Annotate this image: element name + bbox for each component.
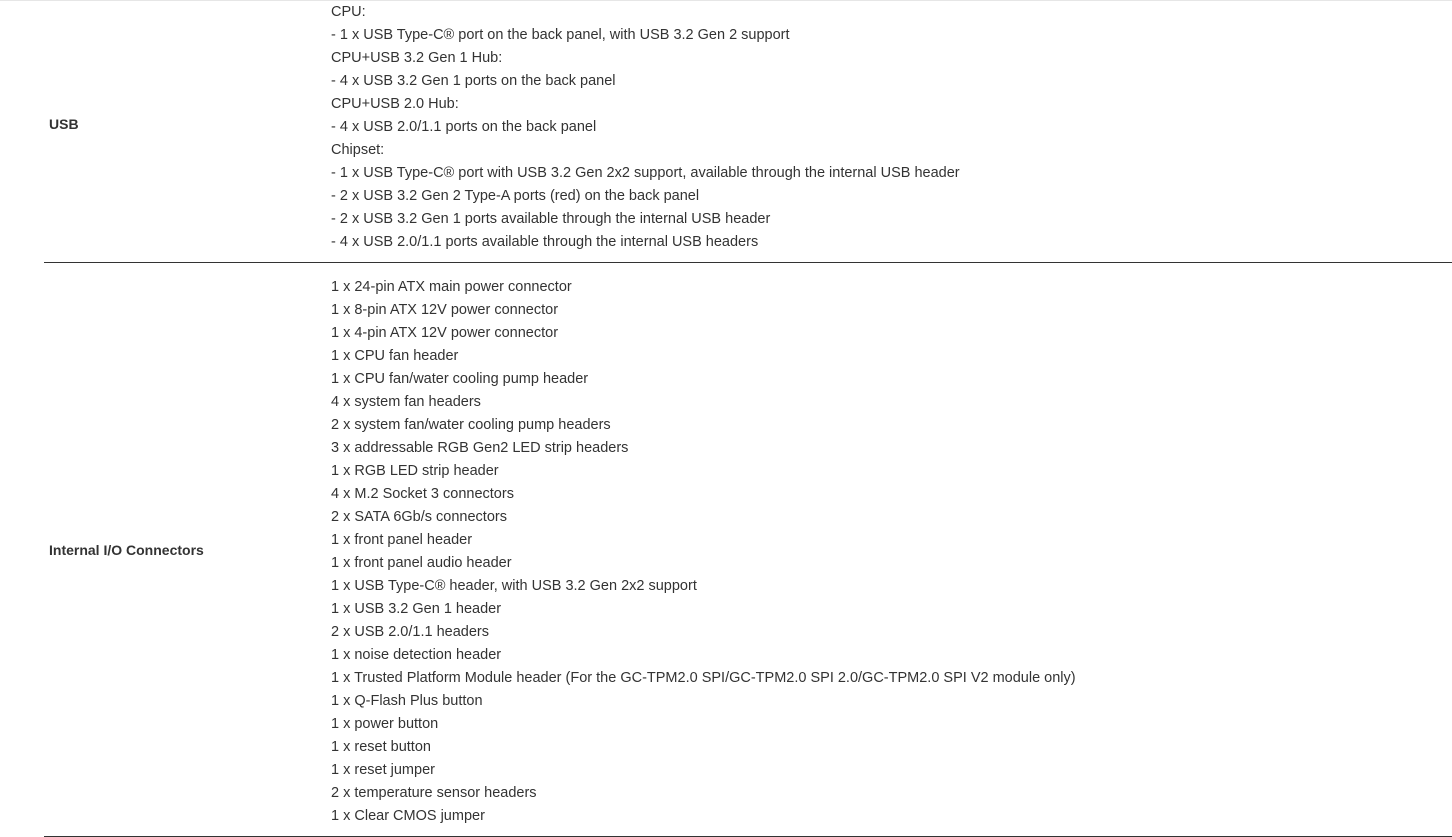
spec-label-usb: USB bbox=[49, 116, 79, 132]
spec-value-line: 1 x CPU fan/water cooling pump header bbox=[331, 371, 589, 387]
spec-value-line: - 4 x USB 2.0/1.1 ports on the back panel bbox=[331, 119, 597, 135]
spec-row-usb bbox=[44, 0, 1452, 263]
spec-values-usb bbox=[331, 1, 960, 254]
spec-value-line: 4 x M.2 Socket 3 connectors bbox=[331, 486, 514, 502]
spec-value-line: 2 x SATA 6Gb/s connectors bbox=[331, 509, 507, 525]
spec-value-line: - 4 x USB 3.2 Gen 1 ports on the back panel bbox=[331, 73, 616, 89]
spec-value-line: 3 x addressable RGB Gen2 LED strip headers bbox=[331, 440, 629, 456]
spec-value-line: 1 x Trusted Platform Module header (For the GC-TPM2.0 SPI/GC-TPM2.0 SPI 2.0/GC-TPM2.0 SPI V2 module only) bbox=[331, 670, 1076, 686]
spec-value-line: 2 x USB 2.0/1.1 headers bbox=[331, 624, 489, 640]
spec-value-line: - 2 x USB 3.2 Gen 1 ports available through the internal USB header bbox=[331, 211, 771, 227]
spec-value-line: Chipset: bbox=[331, 142, 385, 158]
spec-value-line: 2 x temperature sensor headers bbox=[331, 785, 537, 801]
spec-value-line: 1 x 4-pin ATX 12V power connector bbox=[331, 325, 559, 341]
spec-value-line: 4 x system fan headers bbox=[331, 394, 481, 410]
spec-value-line: 1 x reset button bbox=[331, 739, 431, 755]
spec-value-line: 1 x USB 3.2 Gen 1 header bbox=[331, 601, 502, 617]
spec-value-line: 1 x RGB LED strip header bbox=[331, 463, 499, 479]
spec-value-line: 2 x system fan/water cooling pump headers bbox=[331, 417, 611, 433]
spec-row-internal-io bbox=[44, 263, 1452, 837]
spec-value-line: 1 x front panel header bbox=[331, 532, 473, 548]
spec-value-line: - 4 x USB 2.0/1.1 ports available through the internal USB headers bbox=[331, 234, 759, 250]
spec-values-internal-io bbox=[331, 276, 1076, 828]
spec-value-line: 1 x 24-pin ATX main power connector bbox=[331, 279, 572, 295]
spec-value-line: CPU: bbox=[331, 4, 366, 20]
spec-table bbox=[44, 0, 1452, 837]
spec-value-line: CPU+USB 2.0 Hub: bbox=[331, 96, 459, 112]
spec-label-internal-io: Internal I/O Connectors bbox=[49, 542, 204, 558]
spec-value-line: 1 x reset jumper bbox=[331, 762, 435, 778]
spec-value-line: 1 x noise detection header bbox=[331, 647, 502, 663]
spec-value-line: 1 x 8-pin ATX 12V power connector bbox=[331, 302, 559, 318]
spec-value-line: 1 x CPU fan header bbox=[331, 348, 459, 364]
spec-value-line: 1 x front panel audio header bbox=[331, 555, 512, 571]
spec-value-line: - 1 x USB Type-C® port on the back panel, with USB 3.2 Gen 2 support bbox=[331, 27, 790, 43]
spec-value-line: - 1 x USB Type-C® port with USB 3.2 Gen 2x2 support, available through the internal USB header bbox=[331, 165, 960, 181]
spec-value-line: CPU+USB 3.2 Gen 1 Hub: bbox=[331, 50, 503, 66]
spec-value-line: 1 x Q-Flash Plus button bbox=[331, 693, 483, 709]
spec-value-line: - 2 x USB 3.2 Gen 2 Type-A ports (red) on the back panel bbox=[331, 188, 700, 204]
spec-value-line: 1 x USB Type-C® header, with USB 3.2 Gen 2x2 support bbox=[331, 578, 697, 594]
spec-value-line: 1 x Clear CMOS jumper bbox=[331, 808, 485, 824]
spec-value-line: 1 x power button bbox=[331, 716, 439, 732]
